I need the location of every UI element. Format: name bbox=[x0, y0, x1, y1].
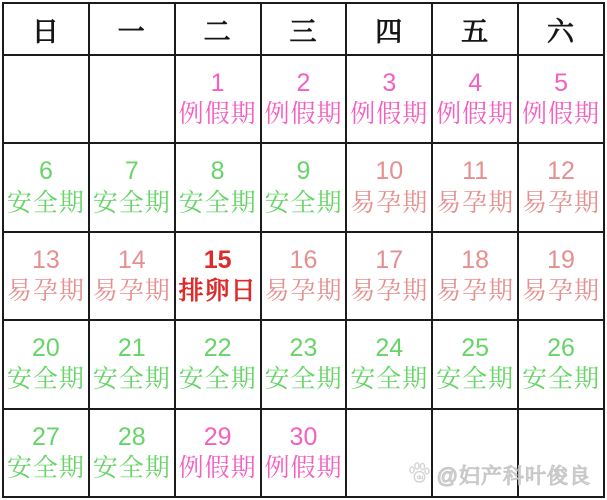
phase-label: 易孕期 bbox=[264, 276, 343, 305]
day-number: 2 bbox=[296, 68, 311, 97]
calendar-empty-cell bbox=[432, 409, 518, 497]
phase-label: 易孕期 bbox=[522, 276, 601, 305]
cycle-calendar bbox=[2, 2, 605, 498]
phase-label: 例假期 bbox=[350, 100, 429, 129]
phase-label: 安全期 bbox=[178, 365, 257, 394]
calendar-day-cell bbox=[175, 232, 261, 320]
day-number: 16 bbox=[289, 245, 318, 274]
calendar-week-row bbox=[3, 409, 604, 497]
phase-label: 易孕期 bbox=[350, 276, 429, 305]
day-number: 24 bbox=[375, 334, 404, 363]
phase-label: 安全期 bbox=[350, 365, 429, 394]
day-number: 12 bbox=[547, 157, 575, 186]
phase-label: 安全期 bbox=[92, 365, 171, 394]
calendar-day-cell bbox=[432, 320, 518, 408]
phase-label: 安全期 bbox=[264, 365, 343, 394]
watermark-text: @妇产科叶俊良 bbox=[436, 465, 591, 488]
phase-label: 安全期 bbox=[6, 188, 85, 217]
phase-label: 例假期 bbox=[436, 100, 515, 129]
calendar-day-cell bbox=[261, 320, 347, 408]
calendar-day-cell bbox=[261, 409, 347, 497]
calendar-empty-cell bbox=[518, 409, 604, 497]
phase-label: 安全期 bbox=[6, 453, 85, 482]
phase-label: 安全期 bbox=[178, 188, 257, 217]
calendar-day-cell bbox=[346, 232, 432, 320]
phase-label: 易孕期 bbox=[6, 276, 85, 305]
day-number: 8 bbox=[210, 157, 225, 186]
calendar-day-cell bbox=[518, 55, 604, 143]
calendar-day-cell bbox=[346, 320, 432, 408]
calendar-day-cell bbox=[175, 143, 261, 231]
day-number: 14 bbox=[117, 245, 146, 274]
calendar-day-cell bbox=[3, 409, 89, 497]
calendar-day-cell bbox=[89, 409, 175, 497]
calendar-day-cell bbox=[89, 143, 175, 231]
weekday-tue: 二 bbox=[175, 3, 261, 55]
calendar-day-cell bbox=[518, 143, 604, 231]
calendar-table bbox=[2, 2, 605, 498]
calendar-day-cell bbox=[432, 143, 518, 231]
phase-label: 易孕期 bbox=[436, 188, 515, 217]
phase-label: 安全期 bbox=[92, 453, 171, 482]
weekday-sat: 六 bbox=[518, 3, 604, 55]
phase-label: 例假期 bbox=[178, 453, 257, 482]
day-number: 27 bbox=[32, 422, 60, 451]
calendar-day-cell bbox=[432, 55, 518, 143]
calendar-body bbox=[3, 55, 604, 497]
calendar-day-cell bbox=[518, 232, 604, 320]
phase-label: 例假期 bbox=[522, 100, 601, 129]
day-number: 13 bbox=[32, 245, 60, 274]
day-number: 7 bbox=[124, 157, 139, 186]
calendar-day-cell bbox=[3, 143, 89, 231]
weekday-header-row bbox=[3, 3, 604, 55]
calendar-week-row bbox=[3, 320, 604, 408]
phase-label: 安全期 bbox=[436, 365, 515, 394]
calendar-header bbox=[3, 3, 604, 55]
calendar-day-cell bbox=[3, 232, 89, 320]
day-number: 25 bbox=[461, 334, 490, 363]
day-number: 29 bbox=[203, 422, 232, 451]
calendar-day-cell bbox=[89, 320, 175, 408]
phase-label: 安全期 bbox=[522, 365, 601, 394]
day-number: 11 bbox=[462, 157, 489, 186]
phase-label: 例假期 bbox=[178, 100, 257, 129]
calendar-day-cell bbox=[518, 320, 604, 408]
calendar-empty-cell bbox=[3, 55, 89, 143]
calendar-day-cell bbox=[261, 232, 347, 320]
day-number: 15 bbox=[203, 245, 232, 274]
weekday-fri: 五 bbox=[432, 3, 518, 55]
day-number: 5 bbox=[554, 68, 568, 97]
calendar-day-cell bbox=[89, 232, 175, 320]
calendar-day-cell bbox=[3, 320, 89, 408]
calendar-empty-cell bbox=[89, 55, 175, 143]
phase-label: 例假期 bbox=[264, 453, 343, 482]
phase-label: 排卵日 bbox=[178, 276, 257, 305]
calendar-day-cell bbox=[175, 320, 261, 408]
day-number: 18 bbox=[461, 245, 490, 274]
day-number: 30 bbox=[289, 422, 318, 451]
phase-label: 安全期 bbox=[6, 365, 85, 394]
day-number: 26 bbox=[547, 334, 575, 363]
weekday-sun: 日 bbox=[3, 3, 89, 55]
calendar-day-cell bbox=[346, 143, 432, 231]
day-number: 4 bbox=[468, 68, 483, 97]
day-number: 20 bbox=[32, 334, 60, 363]
day-number: 6 bbox=[38, 157, 53, 186]
phase-label: 易孕期 bbox=[350, 188, 429, 217]
day-number: 1 bbox=[210, 68, 225, 97]
weekday-mon: 一 bbox=[89, 3, 175, 55]
calendar-week-row bbox=[3, 55, 604, 143]
calendar-day-cell bbox=[346, 55, 432, 143]
calendar-week-row bbox=[3, 232, 604, 320]
day-number: 28 bbox=[117, 422, 146, 451]
day-number: 22 bbox=[203, 334, 232, 363]
phase-label: 例假期 bbox=[264, 100, 343, 129]
calendar-day-cell bbox=[261, 55, 347, 143]
calendar-day-cell bbox=[175, 55, 261, 143]
day-number: 19 bbox=[547, 245, 575, 274]
day-number: 10 bbox=[375, 157, 404, 186]
calendar-day-cell bbox=[261, 143, 347, 231]
day-number: 23 bbox=[289, 334, 318, 363]
calendar-day-cell bbox=[432, 232, 518, 320]
day-number: 3 bbox=[382, 68, 397, 97]
phase-label: 易孕期 bbox=[92, 276, 171, 305]
calendar-day-cell bbox=[175, 409, 261, 497]
calendar-empty-cell bbox=[346, 409, 432, 497]
phase-label: 易孕期 bbox=[522, 188, 601, 217]
day-number: 9 bbox=[296, 157, 311, 186]
day-number: 21 bbox=[117, 334, 146, 363]
weekday-wed: 三 bbox=[261, 3, 347, 55]
day-number: 17 bbox=[375, 245, 404, 274]
phase-label: 安全期 bbox=[264, 188, 343, 217]
weekday-thu: 四 bbox=[346, 3, 432, 55]
phase-label: 安全期 bbox=[92, 188, 171, 217]
phase-label: 易孕期 bbox=[436, 276, 515, 305]
svg-text:du: du bbox=[416, 474, 423, 481]
calendar-week-row bbox=[3, 143, 604, 231]
